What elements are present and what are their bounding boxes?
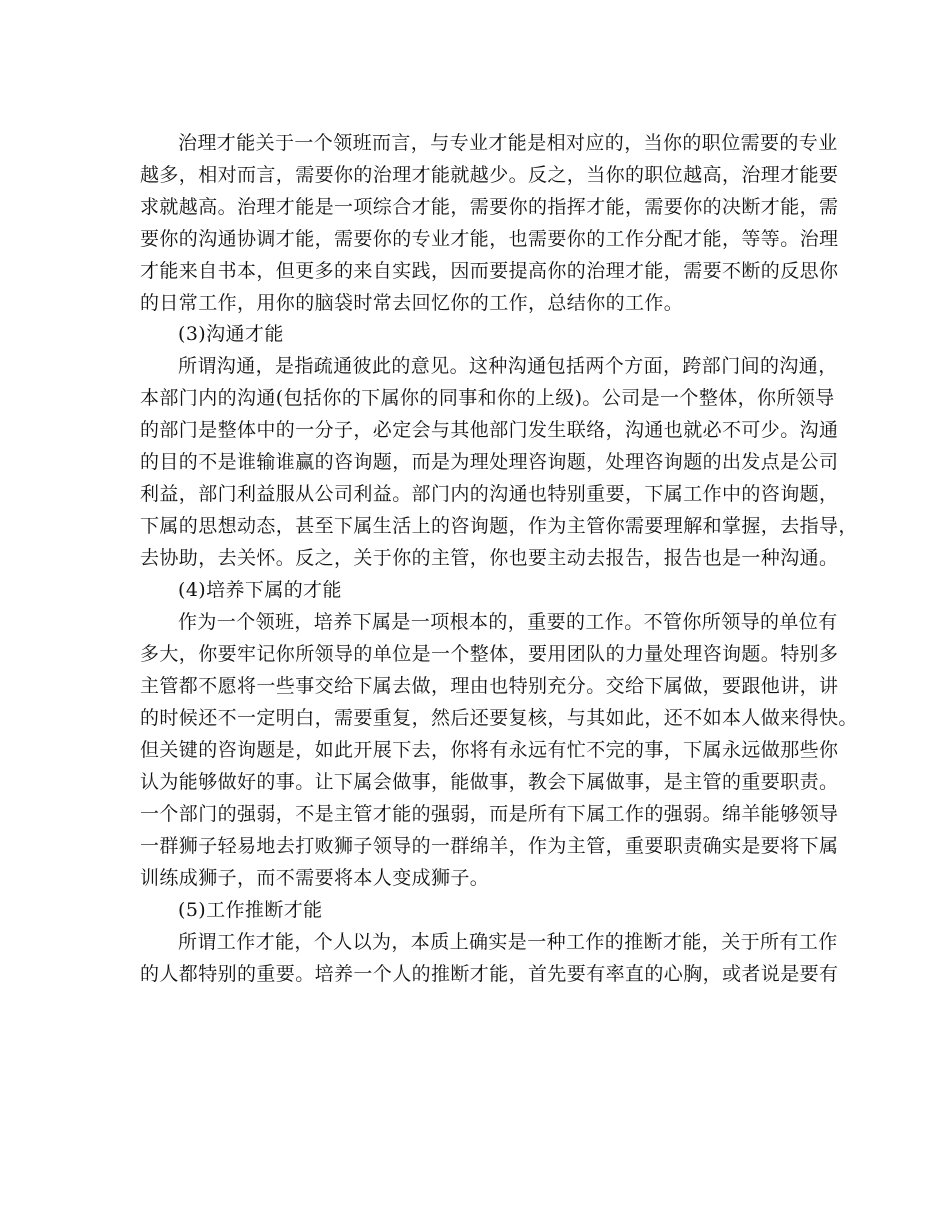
paragraph-line: 多大，你要牢记你所领导的单位是一个整体，要用团队的力量处理咨询题。特别多 — [140, 643, 839, 665]
paragraph-line: 但关键的咨询题是，如此开展下去，你将有永远有忙不完的事，下属永远做那些你 — [140, 739, 839, 761]
section-heading: (4)培养下属的才能 — [178, 579, 342, 601]
paragraph-line: 训练成狮子，而不需要将本人变成狮子。 — [140, 867, 490, 889]
paragraph-line: 认为能够做好的事。让下属会做事，能做事，教会下属做事，是主管的重要职责。 — [140, 771, 839, 793]
paragraph-line: 的日常工作，用你的脑袋时常去回忆你的工作，总结你的工作。 — [140, 292, 684, 314]
paragraph-line: 所谓沟通，是指疏通彼此的意见。这种沟通包括两个方面，跨部门间的沟通， — [178, 355, 838, 377]
paragraph-line: 求就越高。治理才能是一项综合才能，需要你的指挥才能，需要你的决断才能，需 — [140, 196, 839, 218]
section-heading: (5)工作推断才能 — [178, 899, 323, 921]
paragraph-line: 的人都特别的重要。培养一个人的推断才能，首先要有率直的心胸，或者说是要有 — [140, 963, 839, 985]
paragraph-line: 要你的沟通协调才能，需要你的专业才能，也需要你的工作分配才能，等等。治理 — [140, 228, 839, 250]
paragraph-line: 一个部门的强弱，不是主管才能的强弱，而是所有下属工作的强弱。绵羊能够领导 — [140, 803, 839, 825]
paragraph-line: 才能来自书本，但更多的来自实践，因而要提高你的治理才能，需要不断的反思你 — [140, 260, 839, 282]
paragraph-line: 的目的不是谁输谁赢的咨询题，而是为理处理咨询题，处理咨询题的出发点是公司 — [140, 451, 839, 473]
paragraph-line: 下属的思想动态，甚至下属生活上的咨询题，作为主管你需要理解和掌握，去指导， — [140, 515, 858, 537]
paragraph-line: 作为一个领班，培养下属是一项根本的，重要的工作。不管你所领导的单位有 — [178, 611, 838, 633]
section-heading: (3)沟通才能 — [178, 323, 284, 345]
paragraph-line: 的部门是整体中的一分子，必定会与其他部门发生联络，沟通也就必不可少。沟通 — [140, 419, 839, 441]
paragraph-line: 去协助，去关怀。反之，关于你的主管，你也要主动去报告，报告也是一种沟通。 — [140, 547, 839, 569]
paragraph-line: 本部门内的沟通(包括你的下属你的同事和你的上级)。公司是一个整体，你所领导 — [140, 387, 835, 409]
paragraph-line: 治理才能关于一个领班而言，与专业才能是相对应的，当你的职位需要的专业 — [178, 132, 838, 154]
paragraph-line: 的时候还不一定明白，需要重复，然后还要复核，与其如此，还不如本人做来得快。 — [140, 707, 858, 729]
paragraph-line: 主管都不愿将一些事交给下属去做，理由也特别充分。交给下属做，要跟他讲，讲 — [140, 675, 839, 697]
paragraph-line: 利益，部门利益服从公司利益。部门内的沟通也特别重要，下属工作中的咨询题， — [140, 483, 839, 505]
paragraph-line: 一群狮子轻易地去打败狮子领导的一群绵羊，作为主管，重要职责确实是要将下属 — [140, 835, 839, 857]
paragraph-line: 越多，相对而言，需要你的治理才能就越少。反之，当你的职位越高，治理才能要 — [140, 164, 839, 186]
paragraph-line: 所谓工作才能，个人以为，本质上确实是一种工作的推断才能，关于所有工作 — [178, 931, 838, 953]
